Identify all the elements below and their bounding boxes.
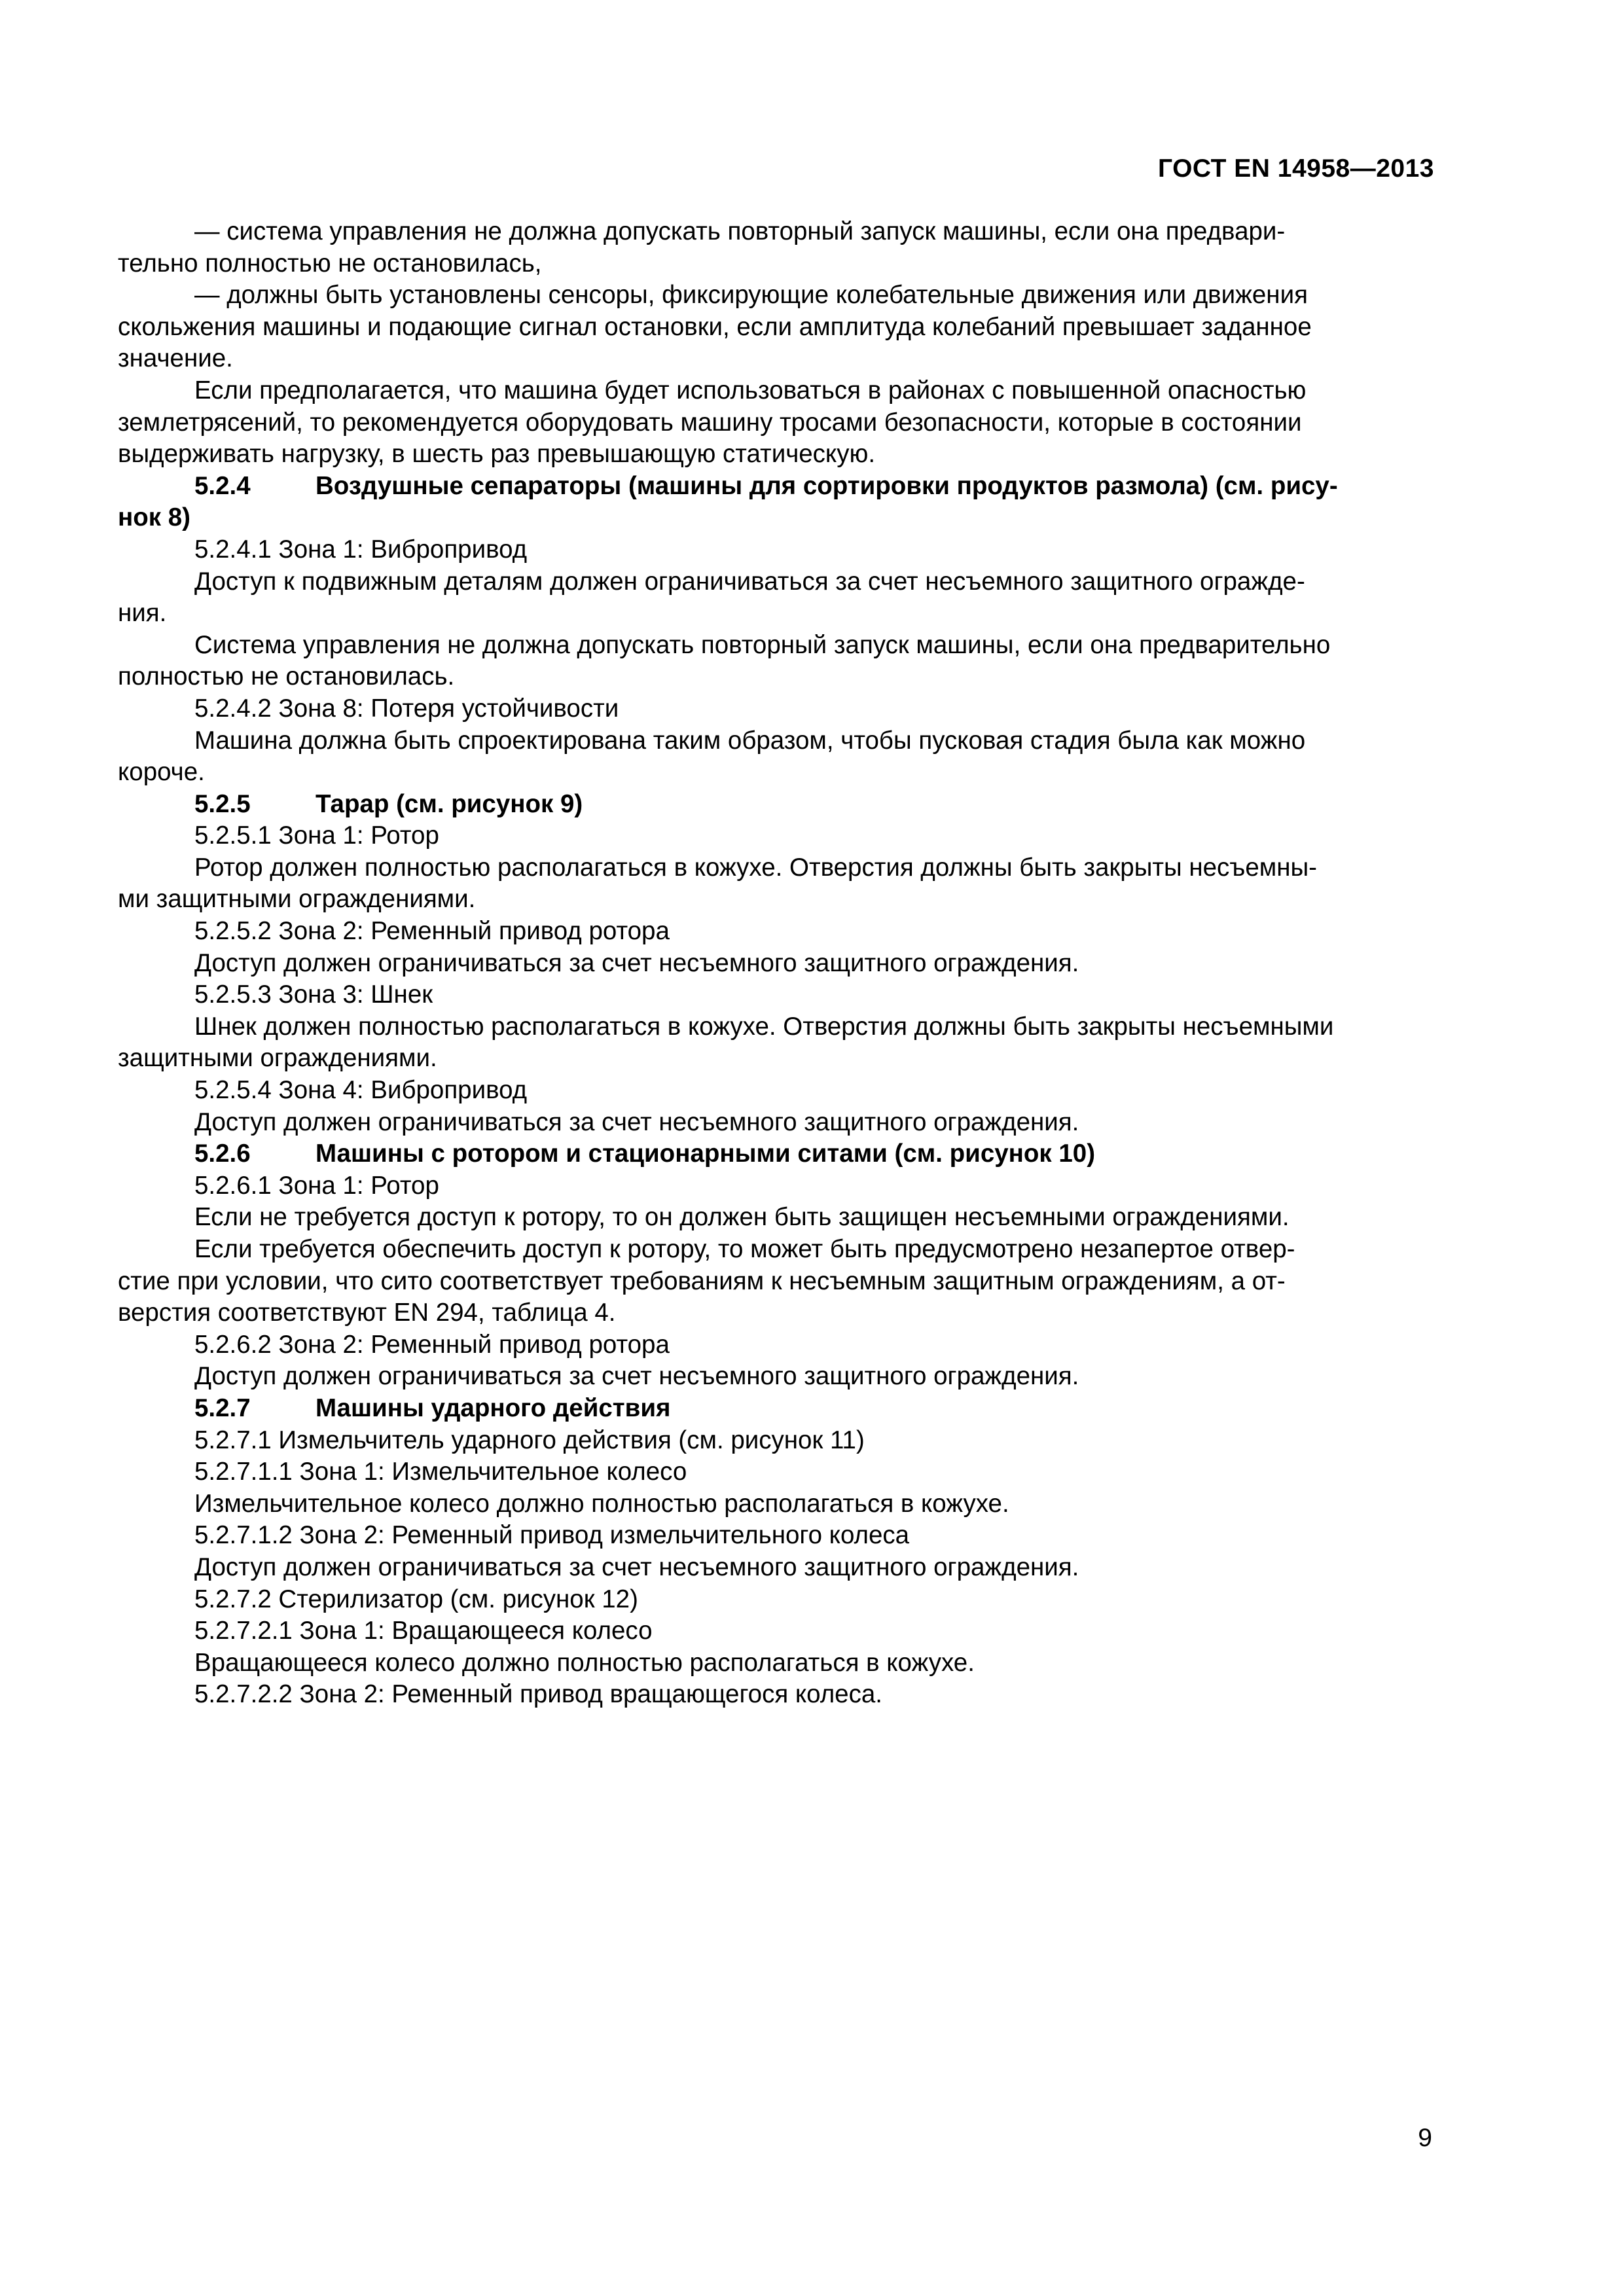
line-text: Доступ к подвижным деталям должен ограничиваться за счет несъемного защитного огражде-: [194, 567, 1305, 596]
line-text: 5.2.5.2 Зона 2: Ременный привод ротора: [194, 917, 670, 946]
line-text: Ротор должен полностью располагаться в кожухе. Отверстия должны быть закрыты несъемны-: [194, 853, 1317, 882]
document-header: ГОСТ EN 14958—2013: [1157, 154, 1434, 183]
text-line: [118, 1425, 1443, 1457]
page-number: 9: [1418, 2124, 1432, 2152]
text-line: [118, 1647, 1443, 1679]
line-text: Доступ должен ограничиваться за счет несъемного защитного ограждения.: [194, 1362, 1079, 1391]
line-text: Доступ должен ограничиваться за счет несъемного защитного ограждения.: [194, 948, 1079, 977]
text-line: [118, 916, 1443, 948]
line-text: верстия соответствуют EN 294, таблица 4.: [118, 1299, 616, 1327]
line-text: Если предполагается, что машина будет использоваться в районах с повышенной опасностью: [194, 376, 1307, 404]
section-heading-line: [118, 471, 1443, 503]
line-text: 5.2.7.2.1 Зона 1: Вращающееся колесо: [194, 1617, 653, 1645]
text-line: [118, 1520, 1443, 1552]
line-text: Машина должна быть спроектирована таким образом, чтобы пусковая стадия была как можно: [194, 726, 1306, 755]
line-text: стие при условии, что сито соответствует требованиям к несъемным защитным ограждениям, а от-: [118, 1266, 1286, 1295]
text-line: [118, 534, 1443, 566]
text-line: [118, 248, 1443, 280]
text-line: [118, 407, 1443, 439]
text-line: [118, 661, 1443, 693]
line-text: — должны быть установлены сенсоры, фиксирующие колебательные движения или движения: [194, 281, 1308, 310]
text-line: [118, 343, 1443, 375]
text-line: [118, 1075, 1443, 1107]
line-text: Измельчительное колесо должно полностью располагаться в кожухе.: [194, 1489, 1009, 1518]
line-text: выдерживать нагрузку, в шесть раз превышающую статическую.: [118, 440, 876, 469]
text-line: [118, 1584, 1443, 1616]
line-text: Если не требуется доступ к ротору, то он должен быть защищен несъемными ограждениями.: [194, 1203, 1290, 1232]
line-text: полностью не остановилась.: [118, 662, 455, 691]
line-text: скольжения машины и подающие сигнал остановки, если амплитуда колебаний превышает заданное: [118, 312, 1312, 341]
line-text: 5.2.6.1 Зона 1: Ротор: [194, 1171, 439, 1200]
line-text: тельно полностью не остановилась,: [118, 249, 542, 278]
text-line: [118, 1043, 1443, 1075]
line-text: 5.2.7.2.2 Зона 2: Ременный привод вращающегося колеса.: [194, 1680, 882, 1709]
line-text: 5.2.5.4 Зона 4: Вибропривод: [194, 1076, 528, 1105]
text-line: [118, 630, 1443, 662]
text-line: [118, 312, 1443, 344]
text-line: [118, 884, 1443, 916]
line-text: короче.: [118, 758, 205, 787]
text-line: [118, 566, 1443, 598]
line-text: землетрясений, то рекомендуется оборудовать машину тросами безопасности, которые в состоянии: [118, 408, 1302, 437]
text-line: [118, 1488, 1443, 1520]
line-text: Если требуется обеспечить доступ к ротору, то может быть предусмотрено незапертое отвер-: [194, 1235, 1295, 1263]
text-line: [118, 725, 1443, 757]
line-text: ми защитными ограждениями.: [118, 885, 476, 914]
line-text: Машины ударного действия: [316, 1393, 671, 1422]
line-text: Система управления не должна допускать повторный запуск машины, если она предварительно: [194, 630, 1331, 659]
section-number: 5.2.5: [194, 789, 251, 818]
text-line: [118, 1679, 1443, 1711]
line-text: Доступ должен ограничиваться за счет несъемного защитного ограждения.: [194, 1107, 1079, 1136]
text-line: [118, 375, 1443, 407]
line-text: значение.: [118, 344, 233, 373]
text-line: [118, 1615, 1443, 1647]
text-line: [118, 1170, 1443, 1202]
section-heading-line: [118, 789, 1443, 821]
line-text: защитными ограждениями.: [118, 1044, 437, 1073]
line-text: 5.2.6.2 Зона 2: Ременный привод ротора: [194, 1330, 670, 1359]
line-text: — система управления не должна допускать повторный запуск машины, если она предвари-: [194, 217, 1286, 245]
line-text: 5.2.4.1 Зона 1: Вибропривод: [194, 535, 528, 564]
line-text: Воздушные сепараторы (машины для сортировки продуктов размола) (см. рису-: [316, 471, 1338, 500]
line-text: 5.2.7.1.1 Зона 1: Измельчительное колесо: [194, 1458, 687, 1486]
line-text: 5.2.4.2 Зона 8: Потеря устойчивости: [194, 694, 619, 723]
line-text: 5.2.7.2 Стерилизатор (см. рисунок 12): [194, 1585, 638, 1613]
document-body: [118, 216, 1443, 1711]
line-text: Вращающееся колесо должно полностью располагаться в кожухе.: [194, 1648, 975, 1677]
text-line: [118, 1107, 1443, 1139]
line-text: нок 8): [118, 503, 190, 532]
text-line: [118, 598, 1443, 630]
text-line: [118, 948, 1443, 980]
text-line: [118, 1329, 1443, 1361]
text-line: [118, 216, 1443, 248]
text-line: [118, 852, 1443, 884]
line-text: Машины с ротором и стационарными ситами (см. рисунок 10): [316, 1139, 1096, 1168]
line-text: 5.2.5.1 Зона 1: Ротор: [194, 821, 439, 850]
text-line: [118, 1456, 1443, 1488]
text-line: [118, 279, 1443, 312]
section-heading-line: [118, 1393, 1443, 1425]
line-text: ния.: [118, 599, 167, 628]
text-line: [118, 1297, 1443, 1329]
text-line: [118, 439, 1443, 471]
text-line: [118, 1361, 1443, 1393]
text-line: [118, 1552, 1443, 1584]
section-number: 5.2.4: [194, 471, 251, 500]
line-text: Шнек должен полностью располагаться в кожухе. Отверстия должны быть закрыты несъемными: [194, 1012, 1334, 1041]
line-text: 5.2.7.1 Измельчитель ударного действия (см. рисунок 11): [194, 1426, 865, 1454]
text-line: [118, 820, 1443, 852]
section-number: 5.2.6: [194, 1139, 251, 1168]
text-line: [118, 1266, 1443, 1298]
text-line: [118, 1202, 1443, 1234]
section-number: 5.2.7: [194, 1393, 251, 1422]
line-text: Тарар (см. рисунок 9): [316, 789, 583, 818]
line-text: 5.2.5.3 Зона 3: Шнек: [194, 980, 433, 1009]
line-text: 5.2.7.1.2 Зона 2: Ременный привод измельчительного колеса: [194, 1521, 910, 1550]
text-line: [118, 502, 1443, 534]
text-line: [118, 757, 1443, 789]
line-text: Доступ должен ограничиваться за счет несъемного защитного ограждения.: [194, 1552, 1079, 1581]
text-line: [118, 1011, 1443, 1043]
text-line: [118, 693, 1443, 725]
text-line: [118, 1234, 1443, 1266]
section-heading-line: [118, 1138, 1443, 1170]
text-line: [118, 979, 1443, 1011]
